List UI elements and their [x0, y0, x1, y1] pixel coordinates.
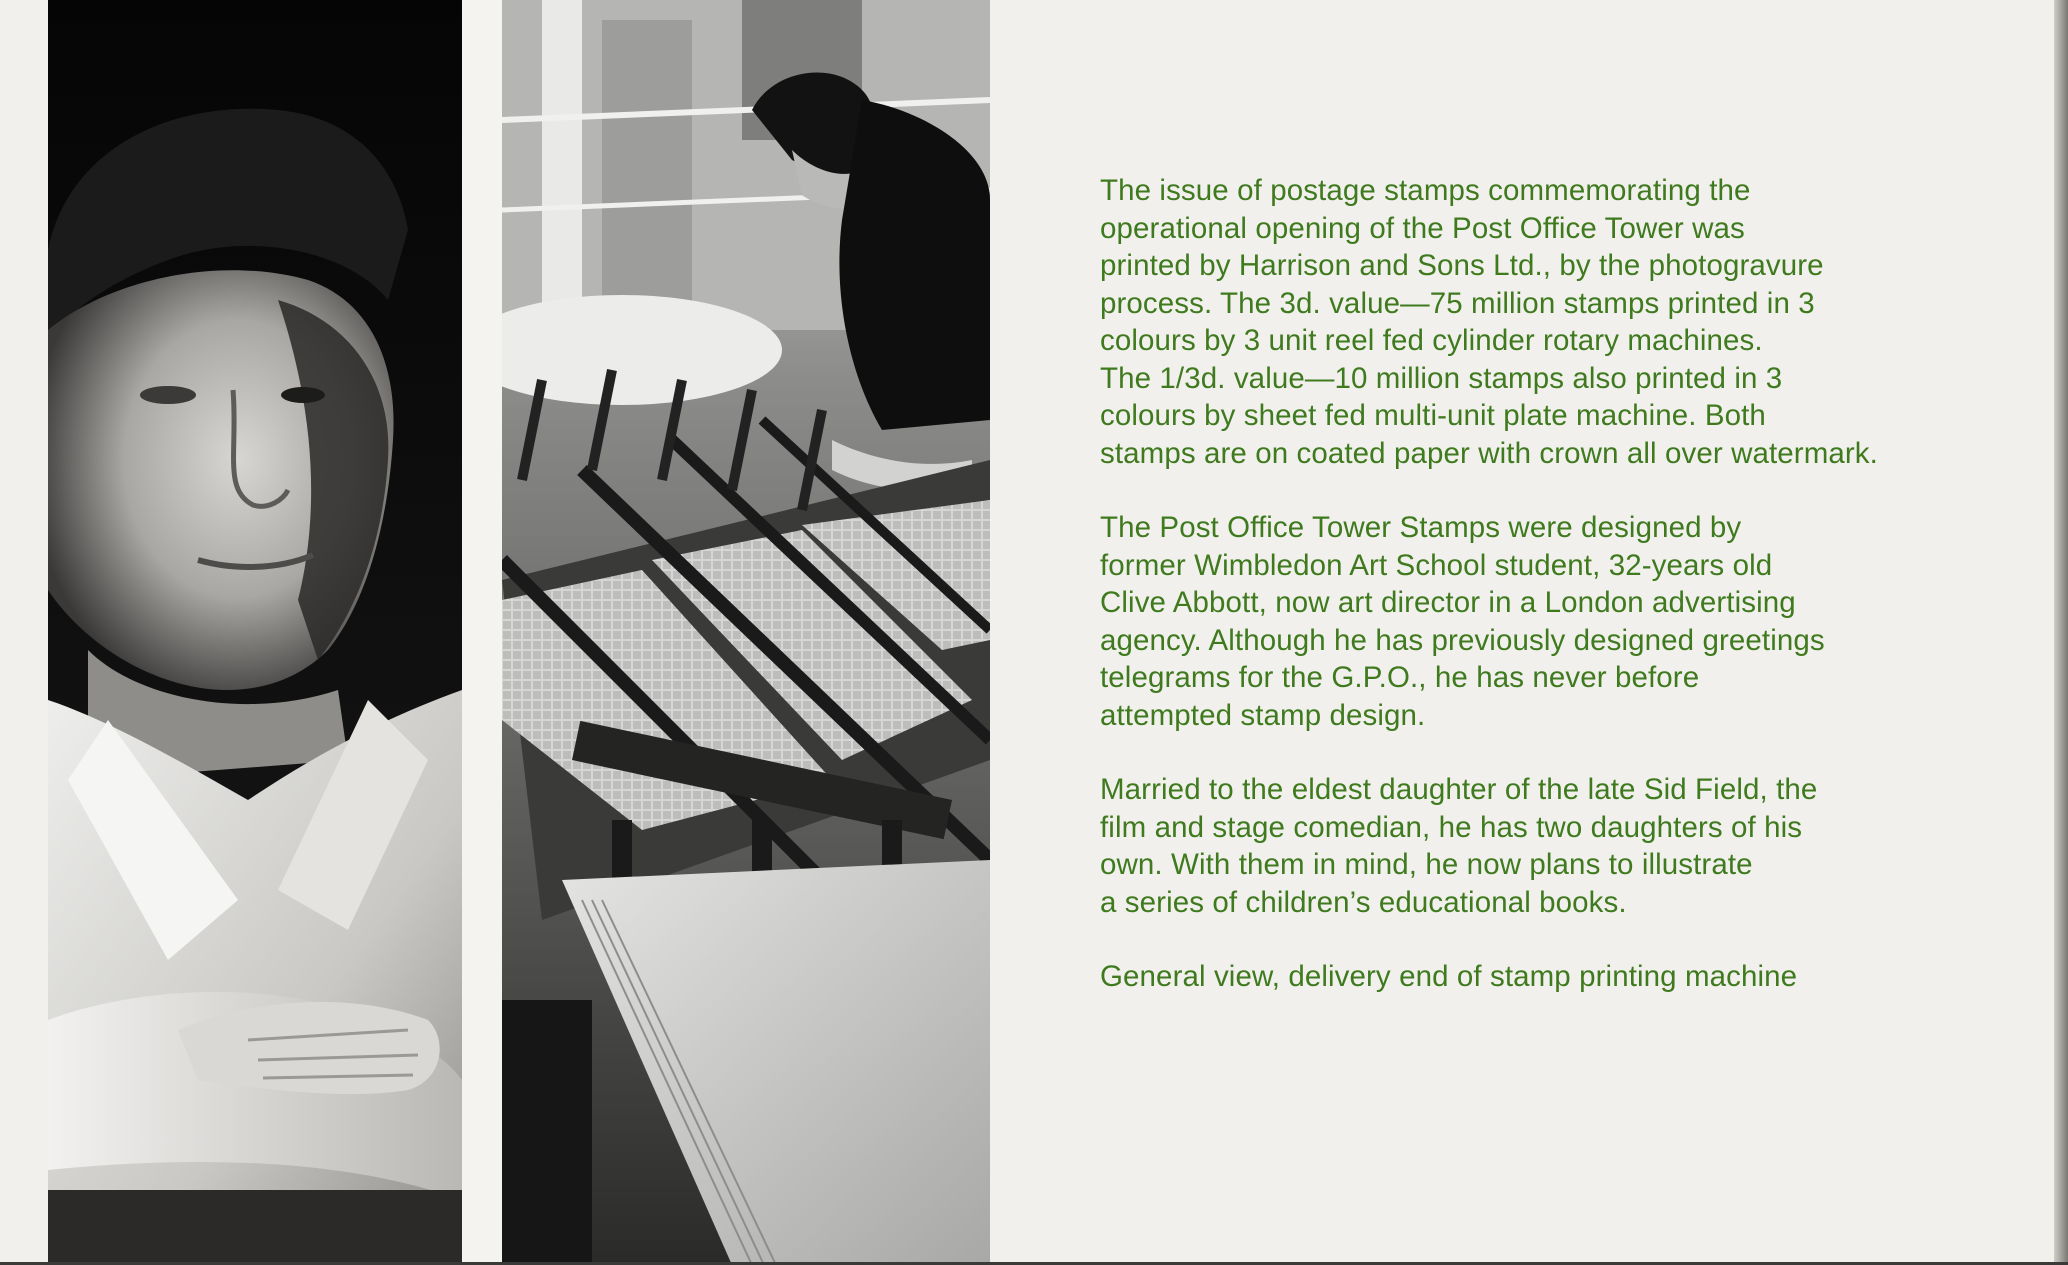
photo-caption: General view, delivery end of stamp printing machine	[1100, 960, 1798, 993]
designer-portrait-photo	[48, 0, 462, 1265]
paragraph-designer: The Post Office Tower Stamps were designed by former Wimbledon Art School student, 32-years old Clive Abbott, now art director in a London advertising agency. Although he has previously designed greetings telegrams for the G.P.O., he has never before attempted stamp design.	[1100, 511, 1825, 732]
paragraph-printing-details: The issue of postage stamps commemorating the operational opening of the Post Office Tower was printed by Harrison and Sons Ltd., by the photogravure process. The 3d. value—75 million stamps printed in 3 colours by 3 unit reel fed cylinder rotary machines. The 1/3d. value—10 million stamps also printed in 3 colours by sheet fed multi-unit plate machine. Both stamps are on coated paper with crown all over watermark.	[1100, 174, 1878, 470]
article-text	[1100, 172, 2000, 1033]
photo-gutter	[462, 0, 502, 1265]
page-left-margin	[0, 0, 48, 1265]
paragraph-family: Married to the eldest daughter of the late Sid Field, the film and stage comedian, he has two daughters of his own. With them in mind, he now plans to illustrate a series of children’s educational books.	[1100, 773, 1818, 919]
page-right-edge	[2054, 0, 2068, 1265]
stamp-printing-machine-photo	[502, 0, 990, 1265]
